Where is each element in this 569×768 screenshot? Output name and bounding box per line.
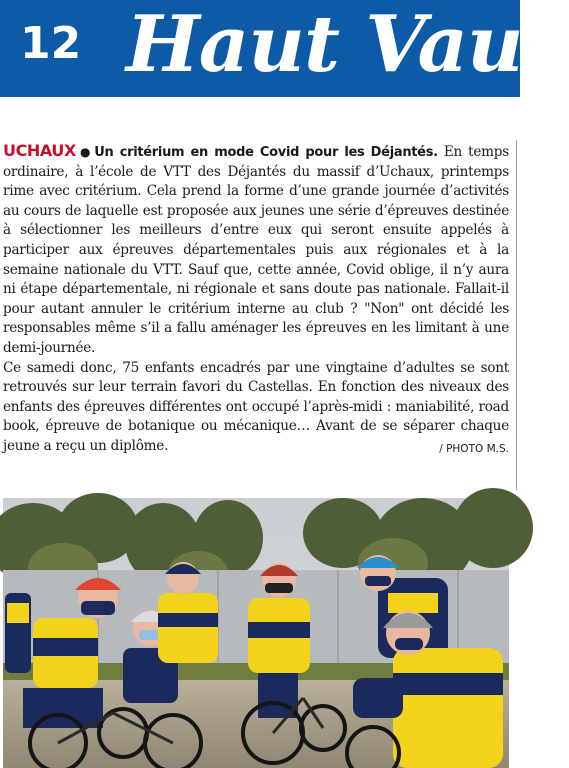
masthead (0, 0, 569, 97)
article (3, 141, 509, 460)
article-body-1: En temps ordinaire, à l’école de VTT des Déjantés du massif d’Uchaux, printemps rime avec critérium. Cela prend la forme d’une grande journée d’activités au cours de laquelle est proposée aux jeunes une série d’épreuves destinée à sélectionner les meilleurs d’entre eux qui seront ensuite appelés à participer aux épreuves départementales puis aux régionales et à la semaine nationale du VTT. Sauf que, cette année, Covid oblige, il n’y aura ni étape départementale, ni régionale et sans doute pas nationale. Fallait-il pour autant annuler le critérium interne au club ? "Non" ont décidé les responsables même s’il a fallu aménager les épreuves en les limitant à une demi-journée. (3, 144, 509, 356)
article-paragraph-1 (3, 141, 509, 359)
article-headline: Un critérium en mode Covid pour les Déjantés. (94, 145, 438, 160)
article-body-2: Ce samedi donc, 75 enfants encadrés par une vingtaine d’adultes se sont retrouvés sur leur terrain favori du Castellas. En fonction des niveaux des enfants des épreuves différentes ont occupé l’après-midi : maniabilité, road book, épreuve de botanique ou mécanique… Avant de se séparer chaque jeune a reçu un diplôme. (3, 359, 509, 454)
column-rule (516, 140, 517, 490)
article-photo (3, 498, 509, 768)
bullet-icon: ● (77, 145, 93, 159)
rider-far-left (5, 593, 31, 673)
location-kicker: UCHAUX (3, 141, 76, 160)
section-title: Haut Vauc (126, 0, 569, 90)
page-number: 12 (20, 18, 82, 69)
article-paragraph-2 (3, 359, 509, 457)
photo-credit: / PHOTO M.S. (439, 442, 509, 455)
